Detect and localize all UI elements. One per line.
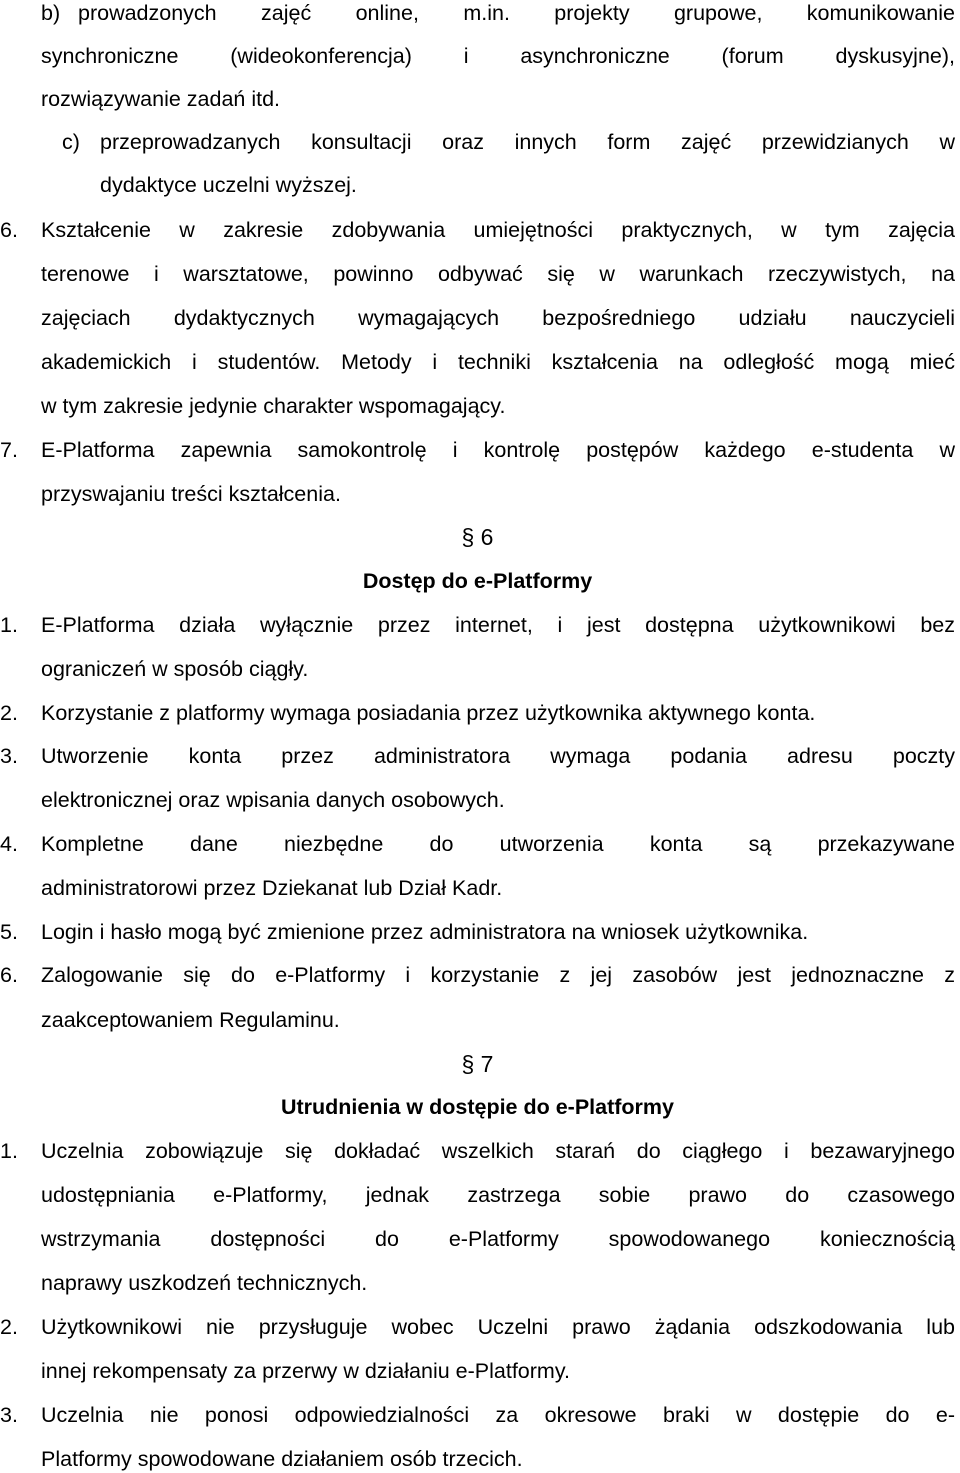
item-label: 2. [0,701,18,725]
item-text-line: przeprowadzanych konsultacji oraz innych form zajęć przewidzianych w [100,130,955,154]
item-label: 4. [0,832,18,856]
item-text-line: zajęciach dydaktycznych wymagających bezpośredniego udziału nauczycieli [41,306,955,330]
item-label: 2. [0,1315,18,1339]
item-text-line: Kształcenie w zakresie zdobywania umiejętności praktycznych, w tym zajęcia [41,218,955,242]
item-label: 3. [0,1403,18,1427]
item-label: 3. [0,744,18,768]
item-label: 6. [0,963,18,987]
item-text-line: Kompletne dane niezbędne do utworzenia konta są przekazywane [41,832,955,856]
item-text-line: dydaktyce uczelni wyższej. [100,173,357,197]
item-text-line: Korzystanie z platformy wymaga posiadania przez użytkownika aktywnego konta. [41,701,816,725]
item-text-line: administratorowi przez Dziekanat lub Dział Kadr. [41,876,503,900]
item-label: 7. [0,438,18,462]
item-text-line: Użytkownikowi nie przysługuje wobec Uczelni prawo żądania odszkodowania lub [41,1315,955,1339]
item-text-line: udostępniania e-Platformy, jednak zastrzega sobie prawo do czasowego [41,1183,955,1207]
item-text-line: Uczelnia nie ponosi odpowiedzialności za okresowe braki w dostępie do e- [41,1403,955,1427]
section-number: § 6 [461,524,494,550]
item-text-line: rozwiązywanie zadań itd. [41,87,281,111]
item-label: 5. [0,920,18,944]
section-number: § 7 [461,1051,494,1077]
item-text-line: akademickich i studentów. Metody i techniki kształcenia na odległość mogą mieć [41,350,955,374]
item-label: 1. [0,613,18,637]
item-label: 1. [0,1139,18,1163]
item-text-line: Platformy spowodowane działaniem osób trzecich. [41,1447,523,1471]
item-text-line: w tym zakresie jedynie charakter wspomagający. [41,394,506,418]
item-text-line: E-Platforma zapewnia samokontrolę i kontrolę postępów każdego e-studenta w [41,438,955,462]
item-text-line: Uczelnia zobowiązuje się dokładać wszelkich starań do ciągłego i bezawaryjnego [41,1139,955,1163]
item-text-line: naprawy uszkodzeń technicznych. [41,1271,368,1295]
item-text-line: synchroniczne (wideokonferencja) i asynchroniczne (forum dyskusyjne), [41,44,955,68]
item-text-line: innej rekompensaty za przerwy w działaniu e-Platformy. [41,1359,570,1383]
item-text-line: wstrzymania dostępności do e-Platformy spowodowanego koniecznością [41,1227,955,1251]
item-text-line: Login i hasło mogą być zmienione przez administratora na wniosek użytkownika. [41,920,809,944]
section-title: Utrudnienia w dostępie do e-Platformy [280,1095,674,1119]
item-text-line: ograniczeń w sposób ciągły. [41,657,309,681]
item-text-line: prowadzonych zajęć online, m.in. projekty grupowe, komunikowanie [78,1,955,25]
item-text-line: Zalogowanie się do e-Platformy i korzystanie z jej zasobów jest jednoznaczne z [41,963,955,987]
item-text-line: przyswajaniu treści kształcenia. [41,482,341,506]
item-text-line: terenowe i warsztatowe, powinno odbywać się w warunkach rzeczywistych, na [41,262,955,286]
item-text-line: E-Platforma działa wyłącznie przez internet, i jest dostępna użytkownikowi bez [41,613,955,637]
item-text-line: zaakceptowaniem Regulaminu. [41,1008,340,1032]
item-text-line: Utworzenie konta przez administratora wymaga podania adresu poczty [41,744,955,768]
item-label: b) [41,1,61,25]
section-title: Dostęp do e-Platformy [362,569,593,593]
item-text-line: elektronicznej oraz wpisania danych osobowych. [41,788,505,812]
item-label: 6. [0,218,18,242]
item-label: c) [62,130,80,154]
